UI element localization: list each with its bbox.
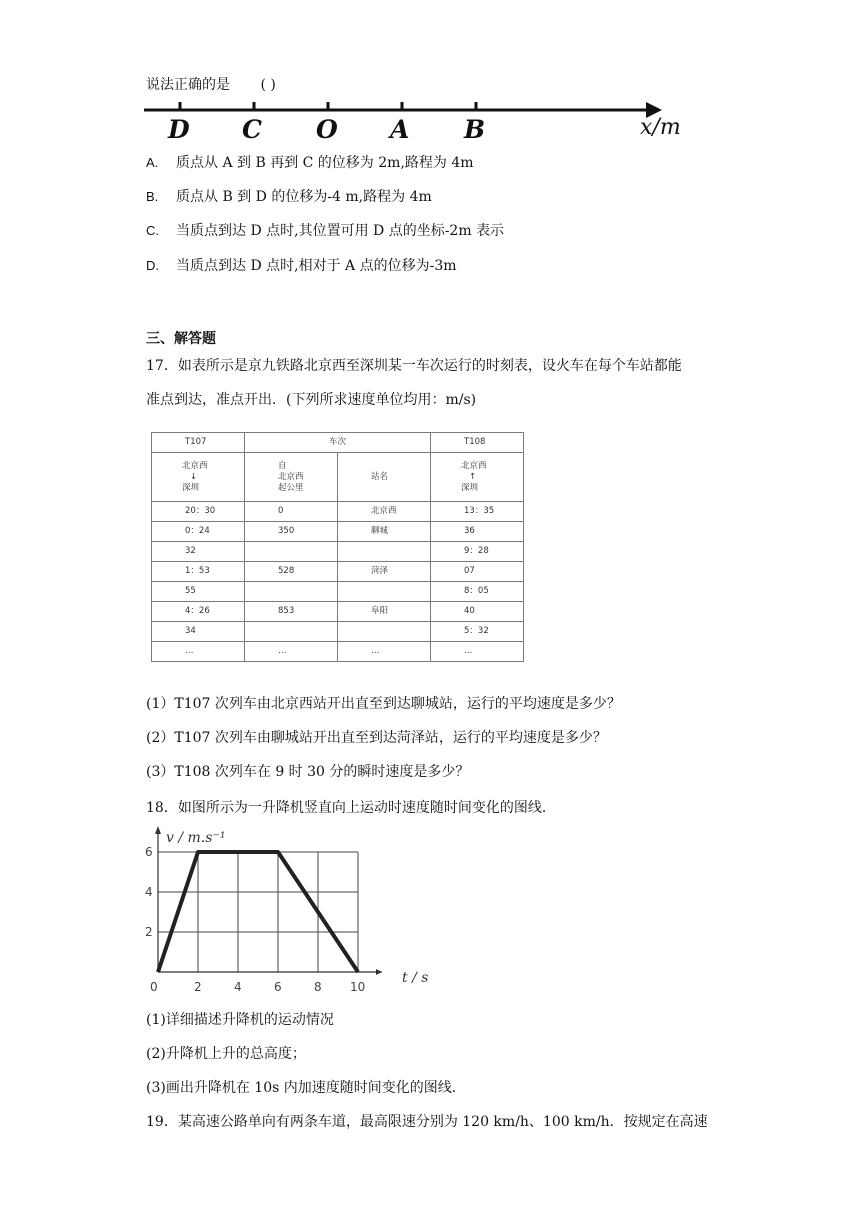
table-cell: 350 (245, 522, 338, 542)
q17-line1: 17．如表所示是京九铁路北京西至深圳某一车次运行的时刻表，设火车在每个车站都能 (146, 358, 682, 374)
table-cell: … (431, 642, 524, 662)
header-line: ↓ (190, 471, 198, 482)
velocity-time-chart (140, 822, 440, 1002)
q18-sub1: (1)详细描述升降机的运动情况 (146, 1012, 334, 1028)
table-cell: … (152, 642, 245, 662)
table-row (152, 542, 524, 562)
q16-option-d (146, 255, 457, 275)
x-tick-label: 0 (150, 980, 158, 994)
table-cell: 40 (431, 602, 524, 622)
q16-stem-tail (146, 74, 276, 94)
axis-point-label-a: A (390, 115, 410, 144)
table-cell (338, 542, 431, 562)
table-cell: 聊城 (338, 522, 431, 542)
q16-option-b (146, 186, 432, 206)
table-cell: 07 (431, 562, 524, 582)
number-axis (140, 98, 681, 144)
header-line: 北京西 (461, 460, 487, 471)
x-axis-label: t / s (402, 970, 429, 986)
option-label: B. (146, 189, 159, 204)
table-row (152, 502, 524, 522)
q17-sub2: (2）T107 次列车由聊城站开出直至到达菏泽站，运行的平均速度是多少？ (146, 730, 607, 746)
header-line: 起公里 (278, 482, 304, 493)
x-tick-label: 8 (314, 980, 322, 994)
option-label: A. (146, 155, 159, 170)
q18-sub3: (3)画出升降机在 10s 内加速度随时间变化的图线． (146, 1080, 466, 1096)
y-axis-label: v / m.s⁻¹ (166, 830, 226, 846)
table-cell: 站名 (338, 453, 431, 502)
option-text: 质点从 B 到 D 的位移为-4 m,路程为 4m (176, 189, 432, 205)
table-cell: … (338, 642, 431, 662)
table-row (152, 522, 524, 542)
table-cell: 北京西 (338, 502, 431, 522)
table-cell: 55 (152, 582, 245, 602)
table-cell: T108 (431, 433, 524, 453)
table-cell: 9：28 (431, 542, 524, 562)
table-cell (338, 582, 431, 602)
axis-unit-label: x/m (640, 115, 681, 140)
x-tick-label: 4 (234, 980, 242, 994)
table-cell: 36 (431, 522, 524, 542)
table-row (152, 582, 524, 602)
x-tick-label: 2 (194, 980, 202, 994)
table-cell (245, 582, 338, 602)
header-line: 深圳 (461, 482, 479, 493)
header-line: ↑ (469, 471, 477, 482)
table-cell: … (245, 642, 338, 662)
q16-stem-text: 说法正确的是 (146, 77, 230, 93)
table-cell: 0 (245, 502, 338, 522)
q16-option-c (146, 220, 504, 240)
x-tick-label: 6 (274, 980, 282, 994)
header-line: 北京西 (182, 460, 208, 471)
chart-axes (155, 826, 382, 975)
q16-answer-bracket: ( ) (260, 77, 276, 93)
header-line: 自 (278, 460, 287, 471)
table-cell (245, 542, 338, 562)
table-cell: 34 (152, 622, 245, 642)
q17-line2: 准点到达，准点开出．(下列所求速度单位均用：m/s) (146, 392, 477, 408)
y-tick-label: 4 (145, 885, 153, 899)
header-stack (278, 461, 304, 493)
y-tick-label: 6 (145, 845, 153, 859)
q19-line1: 19．某高速公路单向有两条车道，最高限速分别为 120 km/h、100 km/h．按规定在高速 (146, 1114, 708, 1130)
table-cell (245, 622, 338, 642)
section-title: 三、解答题 (146, 331, 216, 347)
timetable (151, 432, 524, 662)
option-text: 质点从 A 到 B 再到 C 的位移为 2m,路程为 4m (176, 155, 474, 171)
q18-sub2: (2)升降机上升的总高度； (146, 1046, 306, 1062)
axis-point-label-b: B (464, 115, 486, 144)
table-cell: 阜阳 (338, 602, 431, 622)
q17-sub1: (1）T107 次列车由北京西站开出直至到达聊城站，运行的平均速度是多少？ (146, 696, 621, 712)
option-label: D. (146, 258, 159, 273)
y-tick-label: 2 (145, 925, 153, 939)
table-row (152, 642, 524, 662)
header-stack (182, 461, 208, 493)
table-cell: 32 (152, 542, 245, 562)
axis-point-label-c: C (242, 115, 262, 144)
table-cell: 4：26 (152, 602, 245, 622)
header-line: 深圳 (182, 482, 200, 493)
table-cell: 0：24 (152, 522, 245, 542)
table-row (152, 602, 524, 622)
q17-sub3: (3）T108 次列车在 9 时 30 分的瞬时速度是多少？ (146, 764, 470, 780)
q16-option-a (146, 152, 474, 172)
option-label: C. (146, 223, 159, 238)
chart-grid (158, 852, 358, 972)
y-axis-arrow (155, 826, 161, 834)
table-cell: 5：32 (431, 622, 524, 642)
option-text: 当质点到达 D 点时,相对于 A 点的位移为-3m (176, 258, 457, 274)
q18-line1: 18．如图所示为一升降机竖直向上运动时速度随时间变化的图线． (146, 800, 556, 816)
table-cell (245, 453, 338, 502)
table-cell: 528 (245, 562, 338, 582)
table-cell (152, 453, 245, 502)
table-cell: 20：30 (152, 502, 245, 522)
table-header-row (152, 433, 524, 453)
header-stack (461, 461, 487, 493)
table-header-row (152, 453, 524, 502)
header-line: 北京西 (278, 471, 304, 482)
table-cell: 车次 (245, 433, 431, 453)
axis-point-label-o: O (316, 115, 338, 144)
table-cell: 1：53 (152, 562, 245, 582)
option-text: 当质点到达 D 点时,其位置可用 D 点的坐标-2m 表示 (176, 223, 505, 239)
x-tick-label: 10 (350, 980, 366, 994)
table-cell: 菏泽 (338, 562, 431, 582)
velocity-series-line (158, 852, 358, 972)
table-cell (431, 453, 524, 502)
table-cell: 13：35 (431, 502, 524, 522)
table-cell (338, 622, 431, 642)
table-cell: 853 (245, 602, 338, 622)
table-cell: T107 (152, 433, 245, 453)
table-cell: 8：05 (431, 582, 524, 602)
table-row (152, 562, 524, 582)
table-row (152, 622, 524, 642)
axis-point-label-d: D (168, 115, 190, 144)
x-axis-arrow (376, 969, 382, 975)
